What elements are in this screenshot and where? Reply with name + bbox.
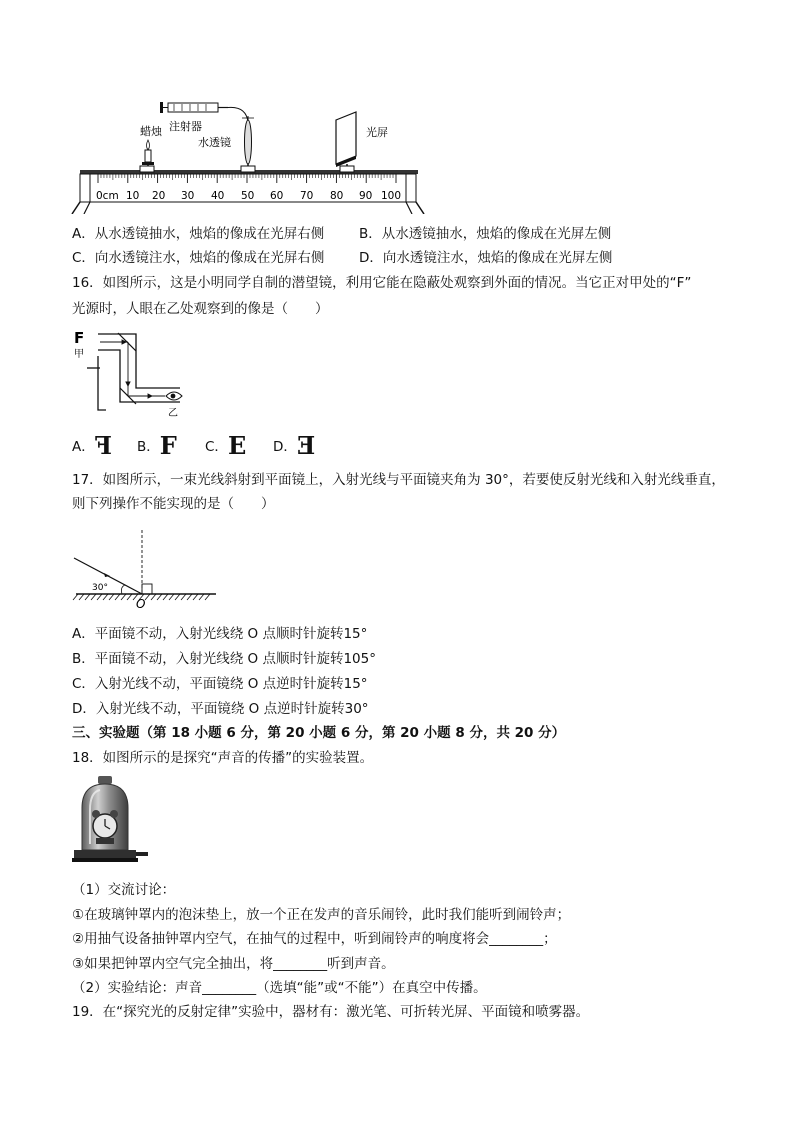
- option-b-glyph: F: [159, 431, 177, 460]
- q17-option-c: C．入射光线不动，平面镜绕 O 点逆时针旋转15°: [72, 676, 368, 692]
- mirror-hatch-line: [79, 594, 84, 600]
- scale-label: 40: [211, 190, 225, 202]
- q15-option-c: C．向水透镜注水，烛焰的像成在光屏右侧: [72, 250, 325, 266]
- q18-stem: 18．如图所示的是探究“声音的传播”的实验装置。: [72, 750, 374, 766]
- light-ray: [100, 340, 165, 398]
- vacuum-plate-icon: [72, 850, 148, 862]
- syringe-label: 注射器: [169, 120, 202, 133]
- mirror-hatch-line: [109, 594, 114, 600]
- q18-part2: （2）实验结论：声音________（选填“能”或“不能”）在真空中传播。: [72, 980, 487, 996]
- point-o-label: O: [136, 597, 146, 611]
- water-lens-icon: [242, 116, 254, 172]
- q16-option-c: [205, 431, 247, 460]
- mirror-hatch-line: [85, 594, 90, 600]
- source-letter-f: F: [74, 329, 85, 347]
- scale-label: 90: [359, 190, 373, 202]
- mirror-hatch-line: [157, 594, 162, 600]
- water-lens-label: 水透镜: [198, 136, 231, 149]
- optical-bench-figure: [70, 96, 430, 214]
- mirror-hatch-line: [199, 594, 204, 600]
- angle-arc: [121, 585, 125, 594]
- scale-label: 70: [300, 190, 314, 202]
- q16-option-a: [72, 431, 112, 460]
- scale-label: 20: [152, 190, 166, 202]
- q18-step2: ②用抽气设备抽钟罩内空气，在抽气的过程中，听到闹铃声的响度将会________；: [72, 931, 557, 947]
- q17-stem-line2: 则下列操作不能实现的是（ ）: [72, 496, 275, 512]
- candle-label: 蜡烛: [140, 125, 162, 138]
- mirror-hatch-line: [97, 594, 102, 600]
- mirror-hatch-line: [169, 594, 174, 600]
- q18-part1: （1）交流讨论：: [72, 882, 176, 898]
- option-c-glyph: E: [227, 431, 247, 460]
- periscope-tube: [87, 334, 180, 410]
- q16-stem-line2: 光源时，人眼在乙处观察到的像是（ ）: [72, 301, 329, 317]
- q17-option-a: A．平面镜不动，入射光线绕 O 点顺时针旋转15°: [72, 626, 368, 642]
- mirror-reflection-figure: [70, 524, 220, 614]
- scale-label: 10: [126, 190, 140, 202]
- mirror-hatch-line: [205, 594, 210, 600]
- scale-label: 50: [241, 190, 255, 202]
- mirror-hatch-line: [193, 594, 198, 600]
- section-3-title: 三、实验题（第 18 小题 6 分，第 20 小题 6 分，第 20 小题 8 分，共 20 分）: [72, 725, 566, 741]
- angle-label: 30°: [92, 583, 108, 593]
- light-screen-icon: [336, 112, 356, 172]
- q18-step3: ③如果把钟罩内空气完全抽出，将________听到声音。: [72, 956, 395, 972]
- mirror-hatch-line: [127, 594, 132, 600]
- scale-label: 60: [270, 190, 284, 202]
- scale-label: 30: [181, 190, 195, 202]
- scale-label: 80: [330, 190, 344, 202]
- yi-label: 乙: [168, 408, 178, 419]
- q17-option-b: B．平面镜不动，入射光线绕 O 点顺时针旋转105°: [72, 651, 376, 667]
- periscope-mirrors: [118, 333, 136, 404]
- q16-option-b: [137, 431, 177, 460]
- mirror-hatch-line: [145, 594, 150, 600]
- mirror-hatch-line: [187, 594, 192, 600]
- mirror-hatch-line: [103, 594, 108, 600]
- q16-stem-line1: 16．如图所示，这是小明同学自制的潜望镜，利用它能在隐蔽处观察到外面的情况。当它正对甲处的“F”: [72, 275, 692, 291]
- mirror-hatch-line: [175, 594, 180, 600]
- right-angle-mark: [142, 584, 152, 594]
- jia-label: 甲: [74, 349, 84, 360]
- q18-step1: ①在玻璃钟罩内的泡沫垫上，放一个正在发声的音乐闹铃，此时我们能听到闹铃声；: [72, 907, 571, 923]
- scale-label: 100: [381, 190, 402, 202]
- eye-icon: [166, 392, 182, 400]
- option-label: D．: [273, 439, 297, 455]
- syringe-icon: [160, 102, 248, 122]
- mirror-hatch-line: [121, 594, 126, 600]
- q17-stem-line1: 17．如图所示，一束光线斜射到平面镜上，入射光线与平面镜夹角为 30°，若要使反射光线和入射光线垂直，: [72, 472, 725, 488]
- q15-option-a: A．从水透镜抽水，烛焰的像成在光屏右侧: [72, 226, 325, 242]
- periscope-figure: [70, 328, 190, 420]
- q17-option-d: D．入射光线不动，平面镜绕 O 点逆时针旋转30°: [72, 701, 369, 717]
- option-label: C．: [205, 439, 228, 455]
- mirror-hatch-line: [181, 594, 186, 600]
- option-label: A．: [72, 439, 95, 455]
- mirror-hatch-line: [73, 594, 78, 600]
- q15-option-d: D．向水透镜注水，烛焰的像成在光屏左侧: [359, 250, 613, 266]
- mirror-hatch-line: [115, 594, 120, 600]
- scale-label: 0cm: [96, 190, 119, 202]
- q15-option-b: B．从水透镜抽水，烛焰的像成在光屏左侧: [359, 226, 612, 242]
- screen-label: 光屏: [366, 126, 388, 139]
- option-a-glyph: F: [94, 431, 112, 460]
- bell-jar-figure: [70, 774, 150, 866]
- mirror-hatch-line: [163, 594, 168, 600]
- option-d-glyph: E: [296, 431, 316, 460]
- q19-stem: 19．在“探究光的反射定律”实验中，器材有：激光笔、可折转光屏、平面镜和喷雾器。: [72, 1004, 590, 1020]
- mirror-hatch-line: [91, 594, 96, 600]
- q16-option-d: [273, 431, 316, 460]
- option-label: B．: [137, 439, 160, 455]
- mirror-hatch-line: [151, 594, 156, 600]
